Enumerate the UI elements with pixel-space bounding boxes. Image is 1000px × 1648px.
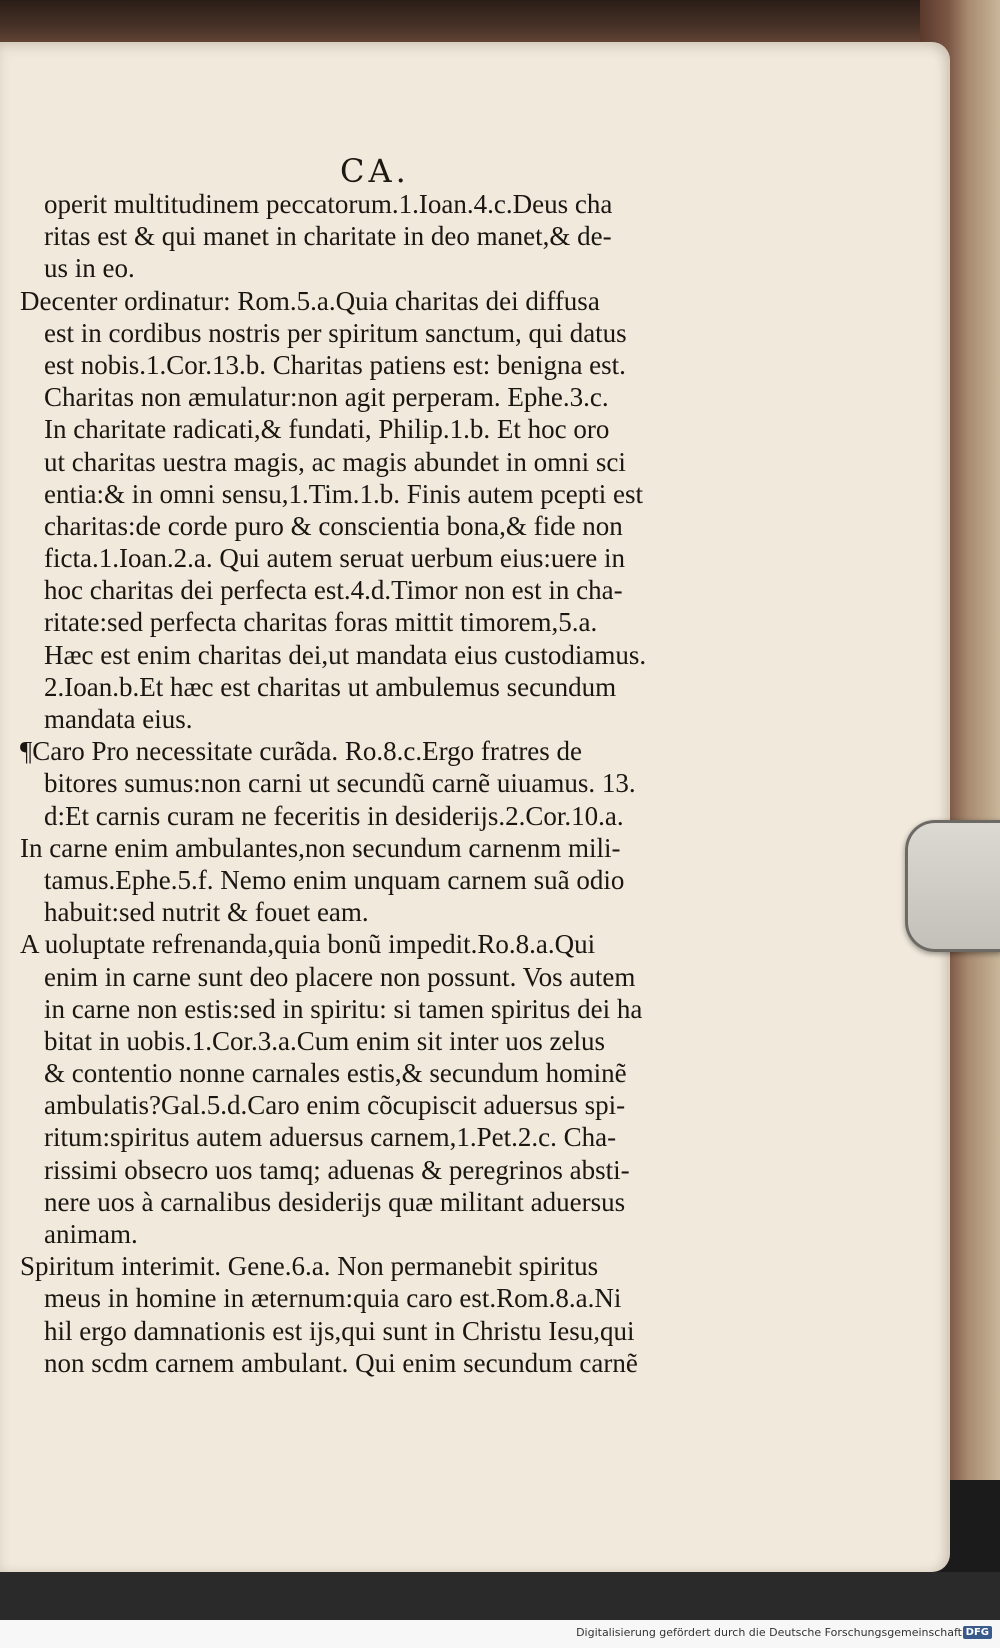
scan-bottom-band: [0, 1572, 1000, 1620]
text-line: ambulatis?Gal.5.d.Caro enim cõcupiscit aduersus spi-: [44, 1090, 626, 1121]
text-line: ritas est & qui manet in charitate in deo manet,& de-: [44, 221, 612, 252]
text-line: & contentio nonne carnales estis,& secundum hominẽ: [44, 1058, 627, 1089]
text-line: operit multitudinem peccatorum.1.Ioan.4.c.Deus cha: [44, 189, 613, 219]
text-line: enim in carne sunt deo placere non possunt. Vos autem: [44, 961, 636, 992]
text-line: Hæc est enim charitas dei,ut mandata eius custodiamus.: [44, 639, 647, 670]
text-line: In carne enim ambulantes,non secundum carnenm mili-: [20, 832, 621, 863]
text-line: non scdm carnem ambulant. Qui enim secundum carnẽ: [44, 1347, 638, 1378]
text-line: entia:& in omni sensu,1.Tim.1.b. Finis autem pcepti est: [44, 478, 643, 509]
text-line: in carne non estis:sed in spiritu: si tamen spiritus dei ha: [44, 993, 643, 1024]
footer-credit: Digitalisierung gefördert durch die Deutsche Forschungsgemeinschaft: [576, 1626, 962, 1639]
text-line: hil ergo damnationis est ijs,qui sunt in Christu Iesu,qui: [44, 1315, 635, 1346]
text-line: animam.: [44, 1219, 138, 1249]
text-line: rissimi obsecro uos tamq; aduenas & peregrinos absti-: [44, 1154, 630, 1185]
text-line: hoc charitas dei perfecta est.4.d.Timor non est in cha-: [44, 575, 623, 606]
text-line: tamus.Ephe.5.f. Nemo enim unquam carnem suã odio: [44, 864, 625, 895]
text-line: 2.Ioan.b.Et hæc est charitas ut ambulemus secundum: [44, 671, 617, 702]
text-line: bitores sumus:non carni ut secundũ carnẽ uiuamus. 13.: [44, 768, 636, 799]
text-line: bitat in uobis.1.Cor.3.a.Cum enim sit inter uos zelus: [44, 1025, 605, 1056]
text-line: Decenter ordinatur: Rom.5.a.Quia charitas dei diffusa: [20, 285, 600, 316]
text-line: est nobis.1.Cor.13.b. Charitas patiens est: benigna est.: [44, 349, 626, 380]
page-text: [20, 188, 780, 1379]
page-header: CA.: [340, 152, 410, 190]
text-line: us in eo.: [44, 253, 135, 284]
book-top-edge: [0, 0, 940, 48]
text-line: ¶Caro Pro necessitate curãda. Ro.8.c.Ergo fratres de: [20, 736, 583, 767]
text-line: ritate:sed perfecta charitas foras mittit timorem,5.a.: [44, 607, 598, 638]
text-line: ficta.1.Ioan.2.a. Qui autem seruat uerbum eius:uere in: [44, 543, 626, 574]
text-line: est in cordibus nostris per spiritum sanctum, qui datus: [44, 317, 627, 348]
text-line: A uoluptate refrenanda,quia bonũ impedit.Ro.8.a.Qui: [20, 929, 596, 960]
text-line: habuit:sed nutrit & fouet eam.: [44, 897, 369, 928]
dfg-logo: DFG: [963, 1626, 992, 1639]
text-line: Spiritum interimit. Gene.6.a. Non permanebit spiritus: [20, 1251, 599, 1282]
text-line: In charitate radicati,& fundati, Philip.1.b. Et hoc oro: [44, 414, 610, 445]
page-clip: [905, 820, 1000, 952]
text-line: nere uos à carnalibus desiderijs quæ militant aduersus: [44, 1186, 626, 1217]
text-line: ritum:spiritus autem aduersus carnem,1.Pet.2.c. Cha-: [44, 1122, 617, 1153]
text-line: d:Et carnis curam ne feceritis in desiderijs.2.Cor.10.a.: [44, 800, 624, 831]
text-line: Charitas non æmulatur:non agit perperam. Ephe.3.c.: [44, 382, 609, 413]
text-line: meus in homine in æternum:quia caro est.Rom.8.a.Ni: [44, 1283, 622, 1314]
text-line: mandata eius.: [44, 704, 193, 734]
text-line: charitas:de corde puro & conscientia bona,& fide non: [44, 510, 623, 541]
text-line: ut charitas uestra magis, ac magis abundet in omni sci: [44, 446, 626, 477]
